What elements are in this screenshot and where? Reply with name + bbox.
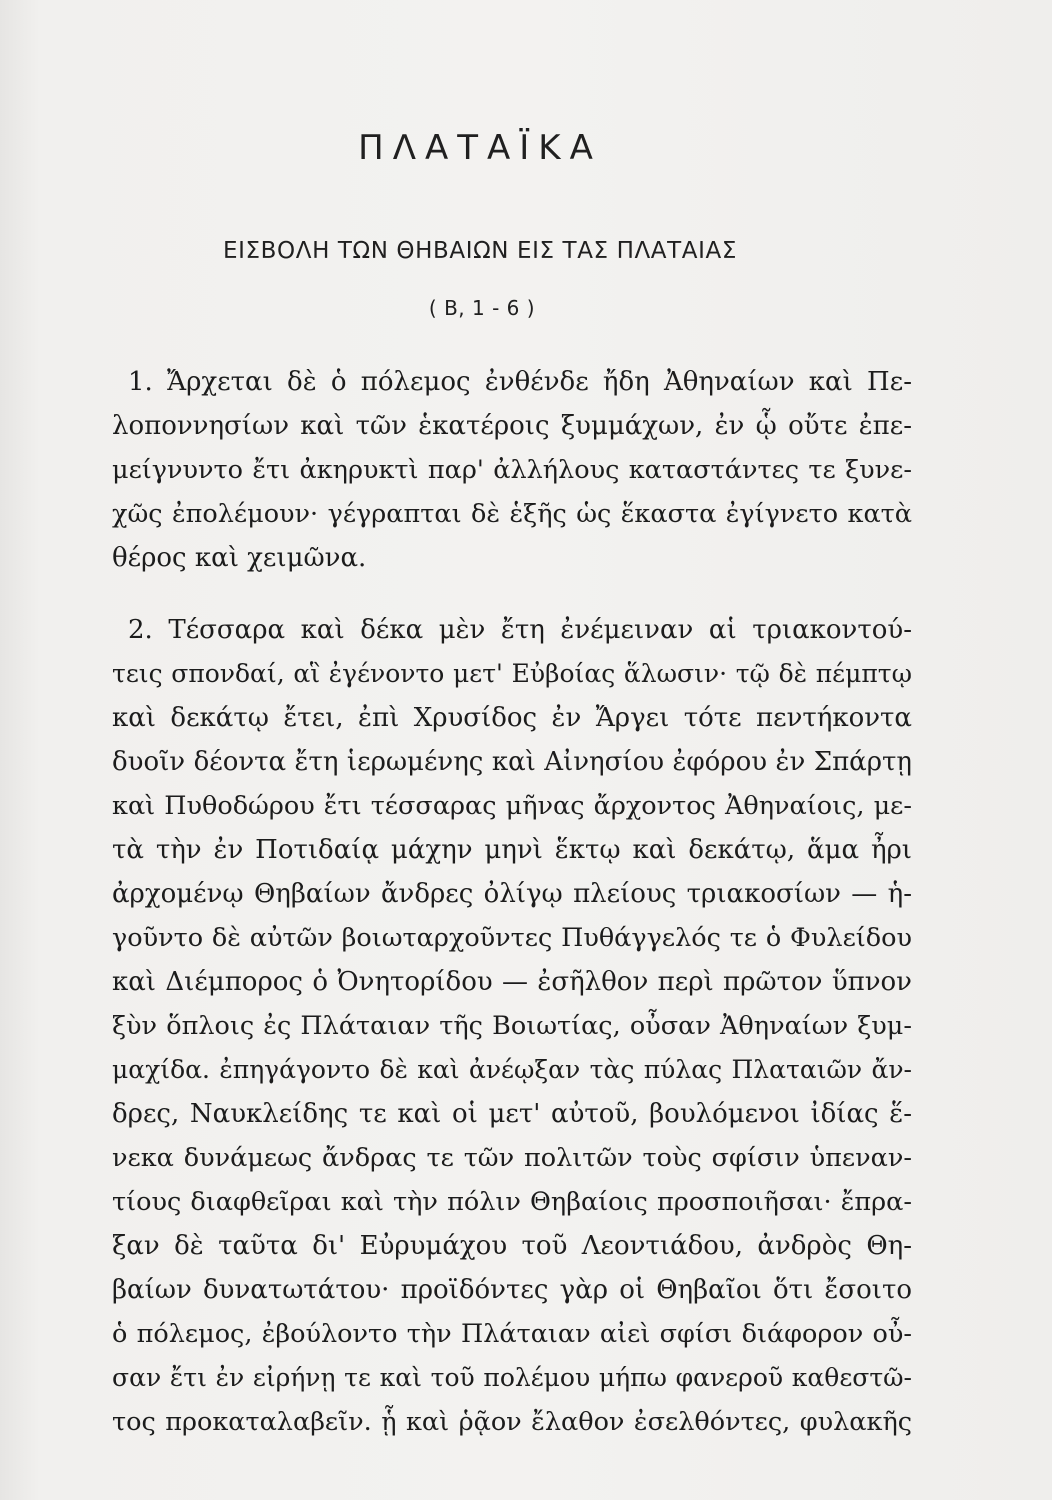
text-line: τὰ τὴν ἐν Ποτιδαίᾳ μάχην μηνὶ ἕκτῳ καὶ δεκάτῳ, ἅμα ἦρι: [112, 835, 912, 865]
text-line: καὶ δεκάτῳ ἔτει, ἐπὶ Χρυσίδος ἐν Ἄργει τότε πεντήκοντα: [112, 703, 912, 733]
text-line: γοῦντο δὲ αὐτῶν βοιωταρχοῦντες Πυθάγγελός τε ὁ Φυλείδου: [112, 923, 912, 953]
section-heading: ΕΙΣΒΟΛΗ ΤΩΝ ΘΗΒΑΙΩΝ ΕΙΣ ΤΑΣ ΠΛΑΤΑΙΑΣ: [223, 238, 737, 264]
passage-reference: ( Β, 1 - 6 ): [428, 296, 536, 320]
text-line: σαν ἔτι ἐν εἰρήνῃ τε καὶ τοῦ πολέμου μήπω φανεροῦ καθεστῶ-: [112, 1363, 912, 1392]
text-line: θέρος καὶ χειμῶνα.: [112, 543, 367, 573]
text-line: νεκα δυνάμεως ἄνδρας τε τῶν πολιτῶν τοὺς σφίσιν ὑπεναν-: [112, 1143, 912, 1173]
text-line: μείγνυντο ἔτι ἀκηρυκτὶ παρ' ἀλλήλους καταστάντες τε ξυνε-: [112, 455, 912, 485]
text-line: χῶς ἐπολέμουν· γέγραπται δὲ ἑξῆς ὡς ἕκαστα ἐγίγνετο κατὰ: [112, 499, 912, 529]
text-line: ξαν δὲ ταῦτα δι' Εὐρυμάχου τοῦ Λεοντιάδου, ἀνδρὸς Θη-: [112, 1231, 912, 1261]
text-line: τεις σπονδαί, αἳ ἐγένοντο μετ' Εὐβοίας ἅλωσιν· τῷ δὲ πέμπτῳ: [112, 659, 912, 688]
text-line: ξὺν ὅπλοις ἐς Πλάταιαν τῆς Βοιωτίας, οὖσαν Ἀθηναίων ξυμ-: [112, 1011, 912, 1041]
text-line: καὶ Πυθοδώρου ἔτι τέσσαρας μῆνας ἄρχοντος Ἀθηναίοις, με-: [112, 791, 912, 821]
text-line: δρες, Ναυκλείδης τε καὶ οἱ μετ' αὐτοῦ, βουλόμενοι ἰδίας ἕ-: [112, 1099, 912, 1129]
text-line: 1. Ἄρχεται δὲ ὁ πόλεμος ἐνθένδε ἤδη Ἀθηναίων καὶ Πε-: [128, 367, 912, 397]
text-line: καὶ Διέμπορος ὁ Ὀνητορίδου — ἐσῆλθον περὶ πρῶτον ὕπνον: [112, 967, 912, 997]
text-line: λοποννησίων καὶ τῶν ἑκατέροις ξυμμάχων, ἐν ᾧ οὔτε ἐπε-: [112, 411, 912, 441]
text-line: ὁ πόλεμος, ἐβούλοντο τὴν Πλάταιαν αἰεὶ σφίσι διάφορον οὖ-: [112, 1319, 912, 1349]
page-title: ΠΛΑΤΑΪΚΑ: [358, 128, 602, 168]
text-line: τος προκαταλαβεῖν. ᾗ καὶ ῥᾷον ἔλαθον ἐσελθόντες, φυλακῆς: [112, 1407, 912, 1437]
text-line: 2. Τέσσαρα καὶ δέκα μὲν ἔτη ἐνέμειναν αἱ τριακοντού-: [128, 615, 912, 645]
text-line: μαχίδα. ἐπηγάγοντο δὲ καὶ ἀνέῳξαν τὰς πύλας Πλαταιῶν ἄν-: [112, 1055, 912, 1084]
text-line: δυοῖν δέοντα ἔτη ἱερωμένης καὶ Αἰνησίου ἐφόρου ἐν Σπάρτῃ: [112, 747, 912, 777]
text-line: τίους διαφθεῖραι καὶ τὴν πόλιν Θηβαίοις προσποιῆσαι· ἔπρα-: [112, 1187, 912, 1217]
text-line: βαίων δυνατωτάτου· προϊδόντες γὰρ οἱ Θηβαῖοι ὅτι ἔσοιτο: [112, 1275, 912, 1305]
paragraph-1: [112, 360, 912, 580]
text-line: ἀρχομένῳ Θηβαίων ἄνδρες ὀλίγῳ πλείους τριακοσίων — ἡ-: [112, 879, 912, 909]
paragraph-2: [112, 608, 912, 1444]
